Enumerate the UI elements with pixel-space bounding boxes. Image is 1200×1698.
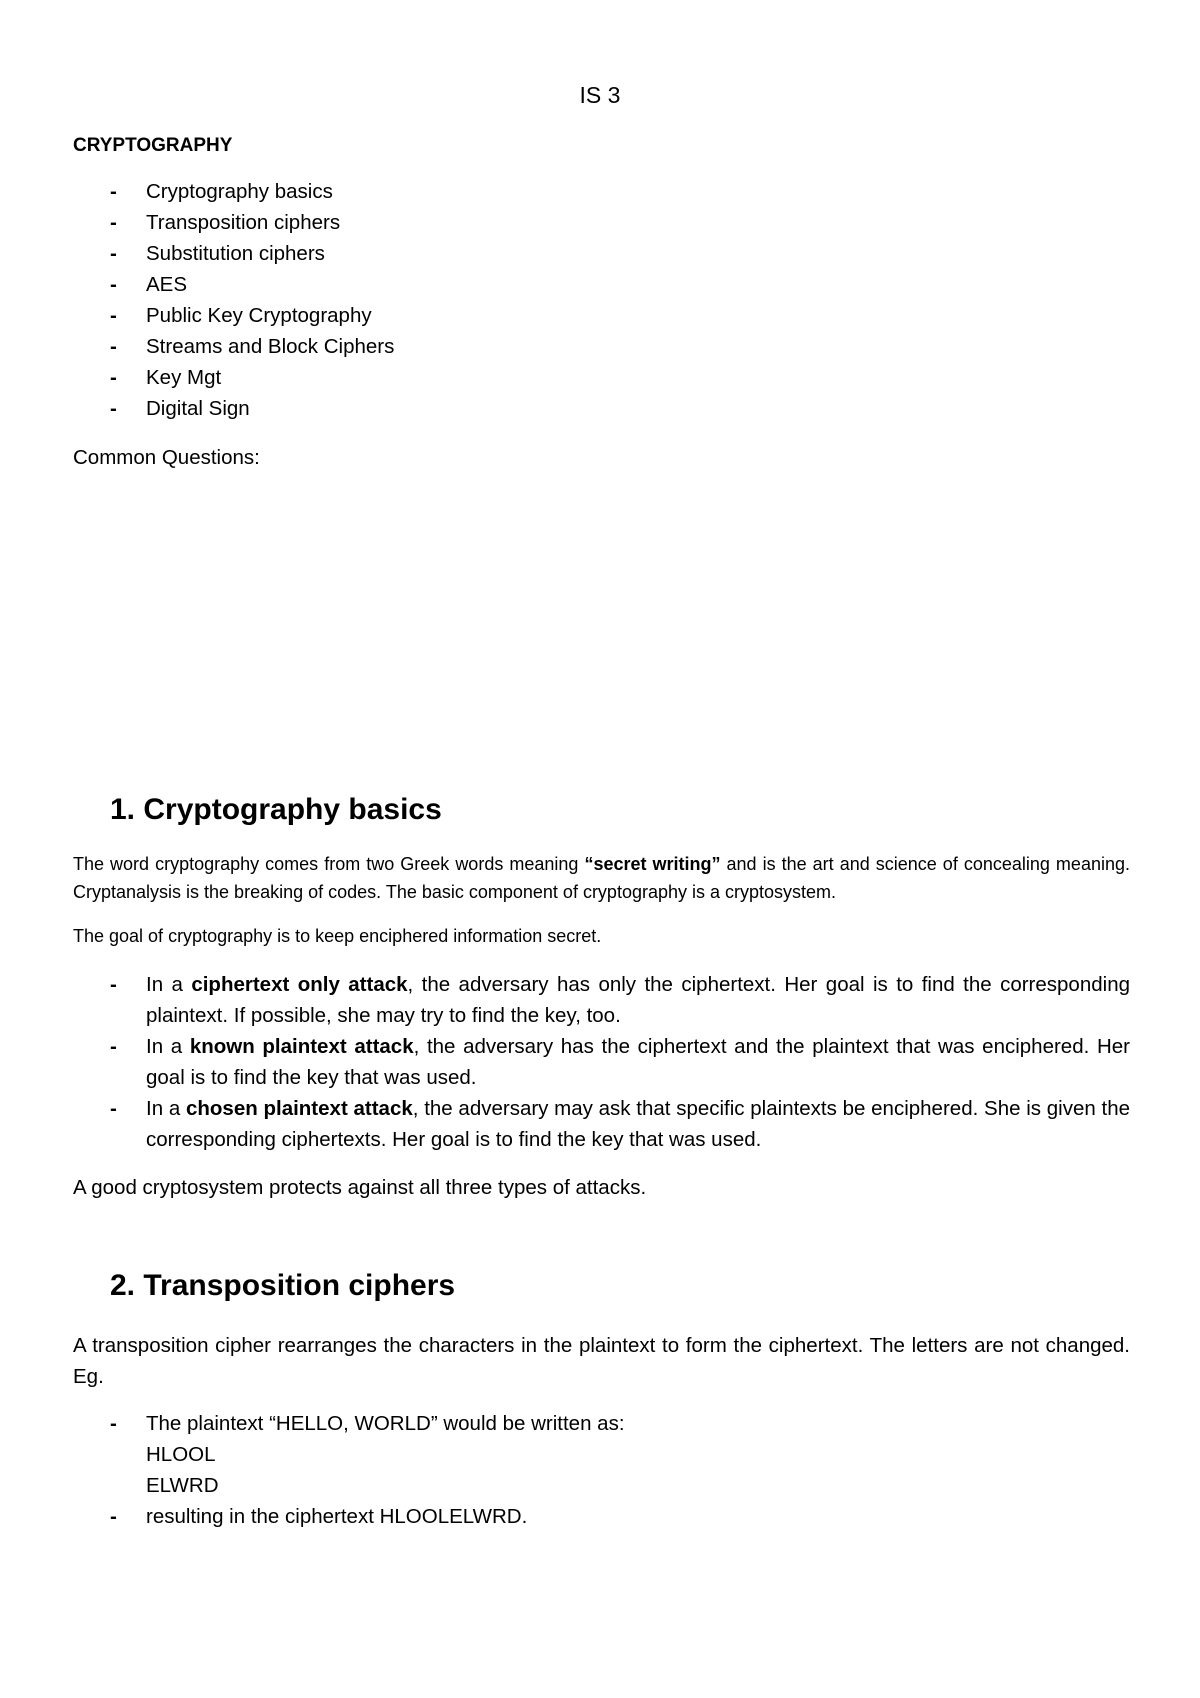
attack-prefix: In a	[146, 1035, 190, 1058]
example-item	[73, 1501, 1130, 1532]
dash-bullet: -	[110, 211, 117, 234]
attack-description: , the adversary has the ciphertext and the plaintext that was enciphered. Her goal is to find the key that was used.	[146, 1035, 1130, 1089]
section-1-goal: The goal of cryptography is to keep enciphered information secret.	[73, 926, 602, 946]
attack-item	[73, 1093, 1130, 1155]
dash-bullet: -	[110, 273, 117, 296]
example-row-2: ELWRD	[146, 1474, 219, 1497]
topic-item	[73, 302, 394, 333]
topic-item	[73, 240, 394, 271]
dash-bullet: -	[110, 1035, 117, 1058]
attack-term: chosen plaintext attack	[185, 1097, 413, 1120]
dash-bullet: -	[110, 973, 117, 996]
topic-label: Transposition ciphers	[146, 211, 341, 234]
topic-label: Key Mgt	[146, 366, 222, 389]
result-line: resulting in the ciphertext HLOOLELWRD.	[146, 1505, 528, 1528]
topic-item	[73, 178, 394, 209]
document-title: IS 3	[579, 82, 621, 108]
section-1-conclusion: A good cryptosystem protects against all three types of attacks.	[73, 1176, 647, 1199]
topic-item	[73, 395, 394, 426]
topic-label: Cryptography basics	[146, 180, 333, 203]
common-questions-label: Common Questions:	[73, 446, 260, 469]
attack-description: , the adversary has only the ciphertext. Her goal is to find the corresponding plaintext. If possible, she may try to find the key, too.	[146, 973, 1130, 1027]
topic-list	[73, 178, 394, 426]
topic-item	[73, 271, 394, 302]
dash-bullet: -	[110, 397, 117, 420]
topic-label: AES	[146, 273, 188, 296]
dash-bullet: -	[110, 304, 117, 327]
example-line: The plaintext “HELLO, WORLD” would be written as:	[146, 1412, 625, 1435]
attack-prefix: In a	[146, 973, 192, 996]
topic-label: Substitution ciphers	[146, 242, 325, 265]
section-2-intro: A transposition cipher rearranges the characters in the plaintext to form the ciphertext. The letters are not changed. Eg.	[73, 1334, 1130, 1388]
attack-term: known plaintext attack	[189, 1035, 414, 1058]
dash-bullet: -	[110, 335, 117, 358]
topic-label: Public Key Cryptography	[146, 304, 372, 327]
dash-bullet: -	[110, 1505, 117, 1528]
intro-text-end: and is the art and science of concealing meaning. Cryptanalysis is the breaking of codes. The basic component of cryptography is a cryptosystem.	[73, 854, 1130, 902]
topic-item	[73, 209, 394, 240]
attack-description: , the adversary may ask that specific plaintexts be enciphered. She is given the corresponding ciphertexts. Her goal is to find the key that was used.	[146, 1097, 1131, 1151]
intro-emphasis: “secret writing”	[584, 854, 721, 874]
transposition-example-list	[73, 1408, 1130, 1532]
section-label: CRYPTOGRAPHY	[73, 135, 233, 156]
dash-bullet: -	[110, 1412, 117, 1435]
intro-text-start: The word cryptography comes from two Greek words meaning	[73, 854, 585, 874]
dash-bullet: -	[110, 1097, 117, 1120]
topic-label: Streams and Block Ciphers	[146, 335, 395, 358]
attack-item	[73, 969, 1130, 1031]
section-1-intro	[73, 850, 1130, 906]
topic-label: Digital Sign	[146, 397, 250, 420]
dash-bullet: -	[110, 180, 117, 203]
attack-term: ciphertext only attack	[191, 973, 408, 996]
section-2-heading: 2. Transposition ciphers	[110, 1269, 456, 1302]
dash-bullet: -	[110, 366, 117, 389]
example-item	[73, 1408, 1130, 1501]
attack-item	[73, 1031, 1130, 1093]
section-1-heading: 1. Cryptography basics	[110, 793, 442, 826]
topic-item	[73, 333, 394, 364]
example-row-1: HLOOL	[146, 1443, 216, 1466]
attack-prefix: In a	[146, 1097, 186, 1120]
topic-item	[73, 364, 394, 395]
attack-types-list	[73, 969, 1130, 1155]
dash-bullet: -	[110, 242, 117, 265]
